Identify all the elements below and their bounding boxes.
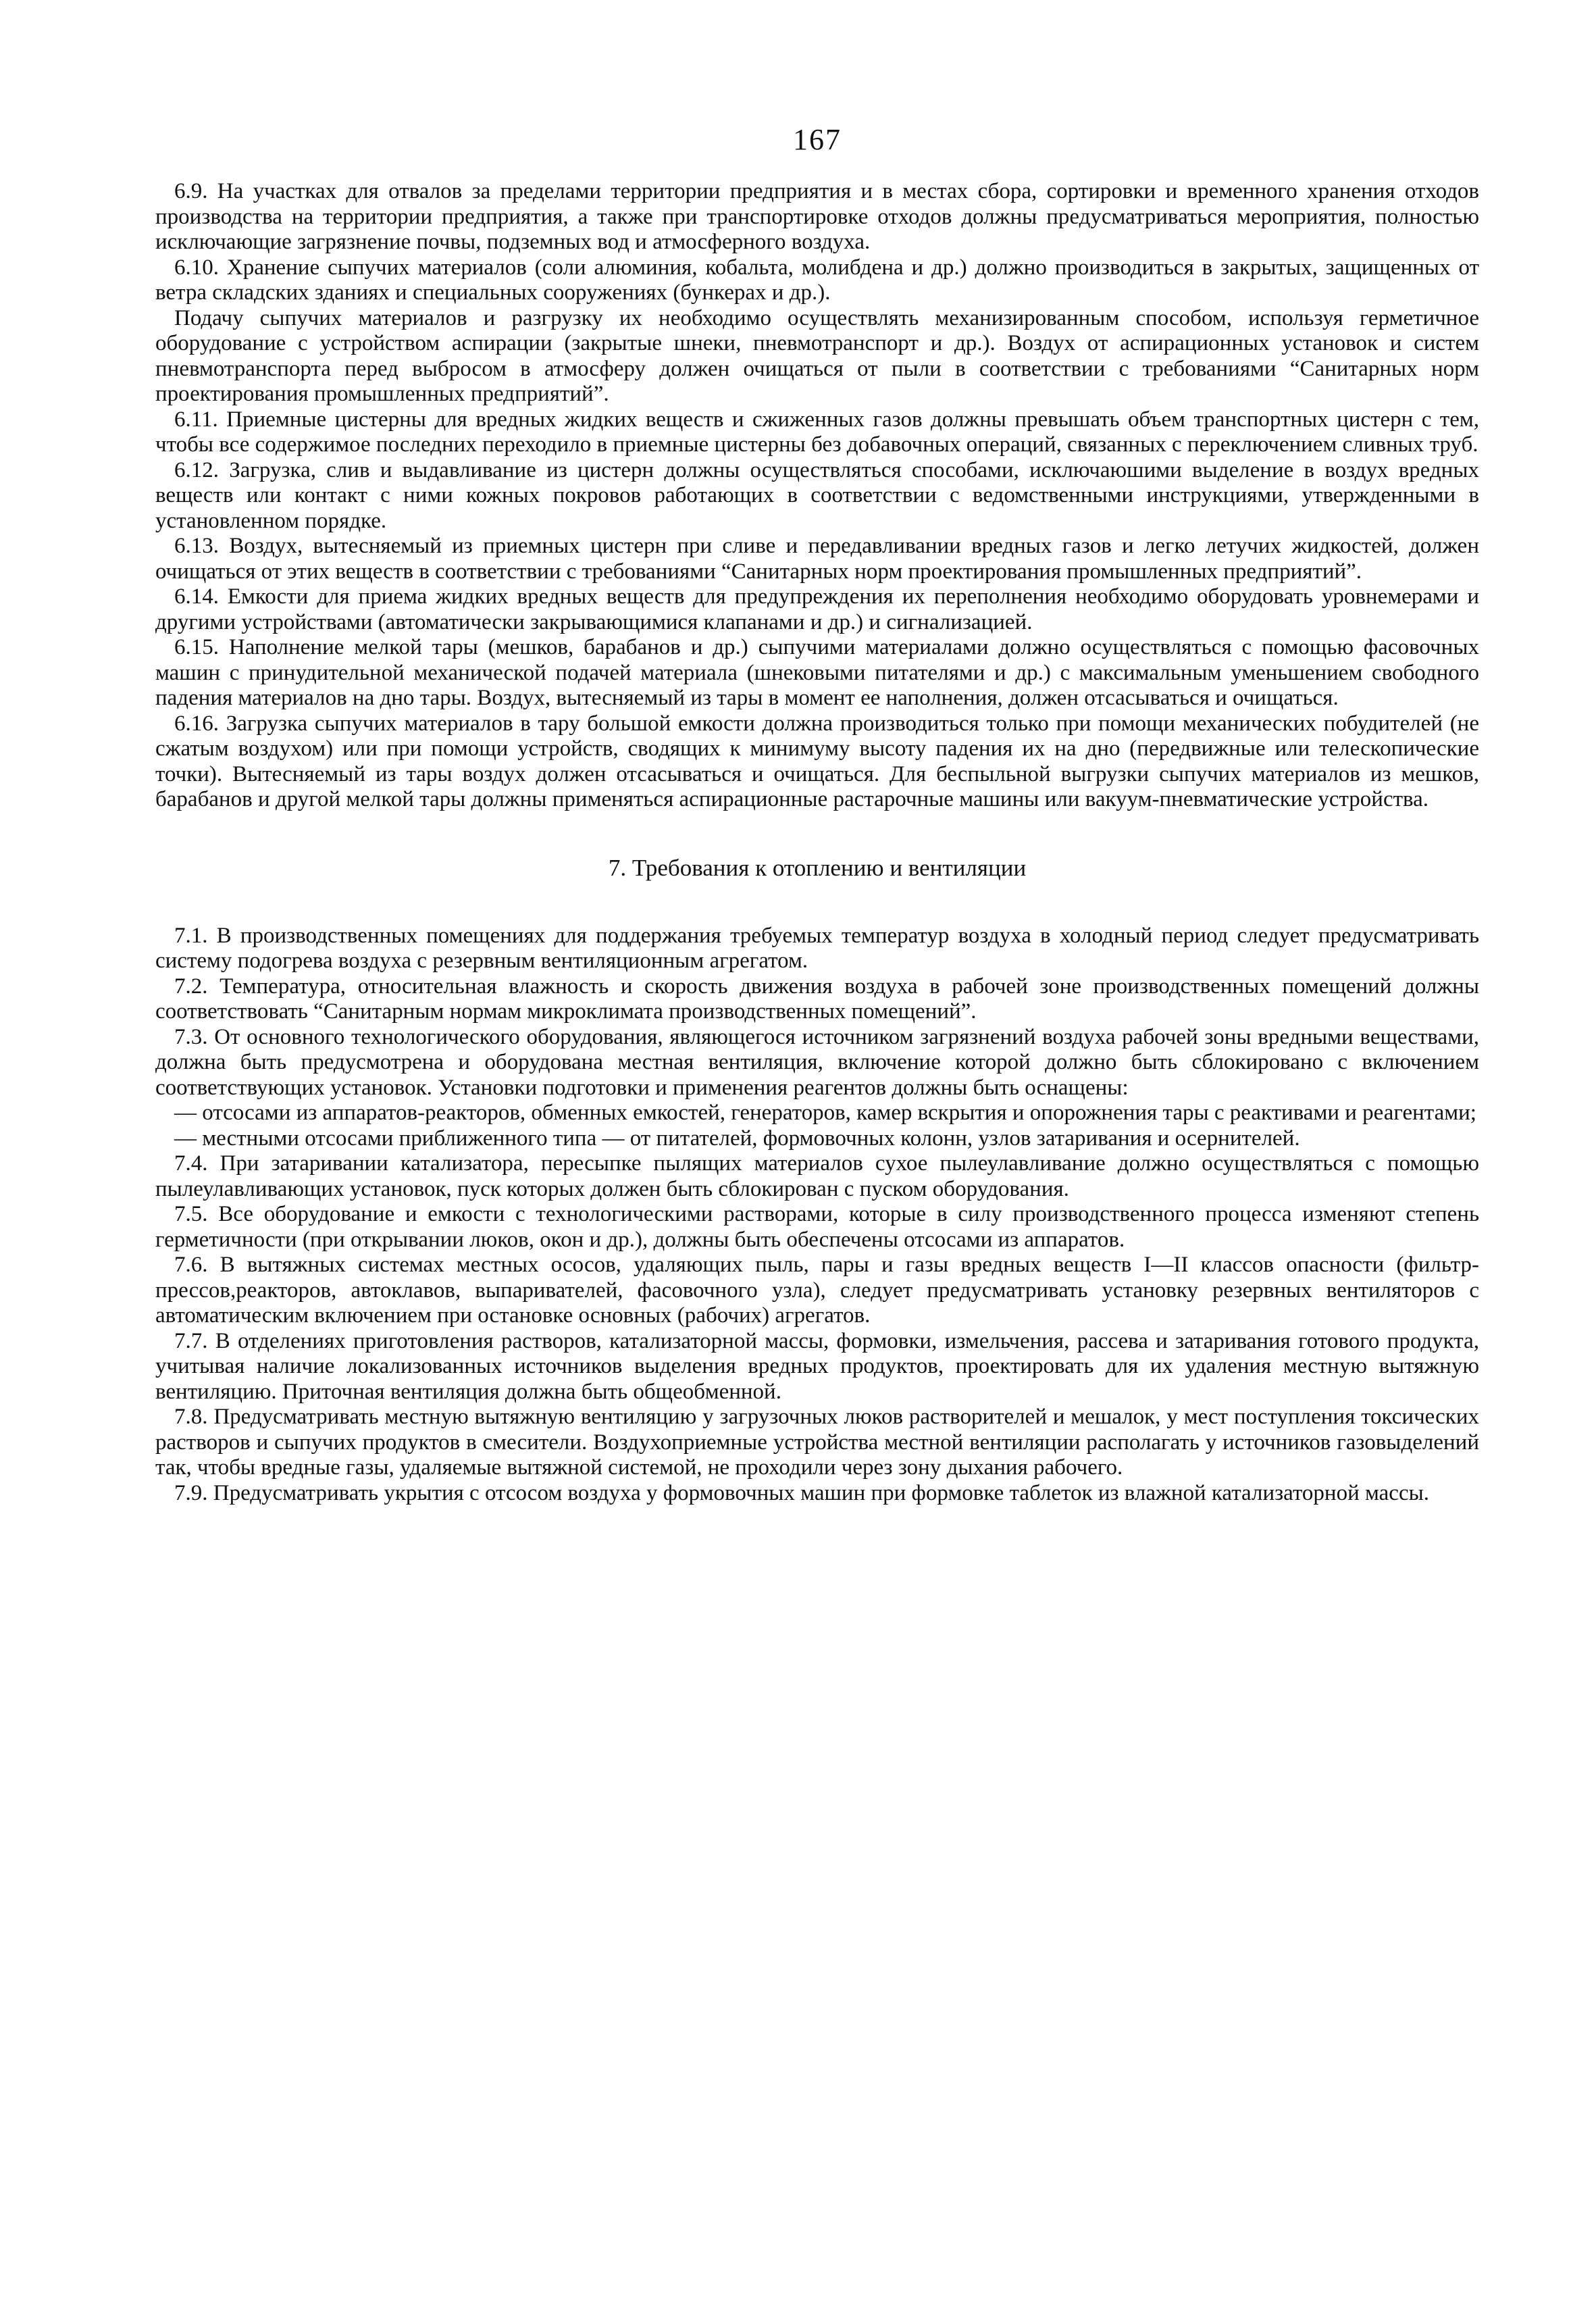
section-6-body <box>155 179 1479 813</box>
paragraph-7-3-item-1: — отсосами из аппаратов-реакторов, обменных емкостей, генераторов, камер вскрытия и опорожнения тары с реактивами и реагентами; <box>174 1101 1476 1125</box>
paragraph-6-9: 6.9. На участках для отвалов за пределами территории предприятия и в местах сбора, сортировки и временного хранения отходов производства на территории предприятия, а также при транспортировке отходов должны предусматриваться мероприятия, полностью исключающие загрязнение почвы, подземных вод и атмосферного воздуха. <box>155 179 1479 254</box>
paragraph-6-13: 6.13. Воздух, вытесняемый из приемных цистерн при сливе и передавливании вредных газов и легко летучих жидкостей, должен очищаться от этих веществ в соответствии с требованиями “Санитарных норм проектирования промышленных предприятий”. <box>155 534 1479 584</box>
paragraph-6-10: 6.10. Хранение сыпучих материалов (соли алюминия, кобальта, молибдена и др.) должно производиться в закрытых, защищенных от ветра складских зданиях и специальных сооружениях (бункерах и др.). <box>155 255 1479 305</box>
paragraph-7-9: 7.9. Предусматривать укрытия с отсосом воздуха у формовочных машин при формовке таблеток из влажной катализаторной массы. <box>174 1480 1430 1505</box>
section-7-heading: 7. Требования к отоплению и вентиляции <box>608 854 1027 881</box>
section-7-body <box>155 924 1479 1507</box>
paragraph-6-14: 6.14. Емкости для приема жидких вредных веществ для предупреждения их переполнения необходимо оборудовать уровнемерами и другими устройствами (автоматически закрывающимися клапанами и др.) и сигнализацией. <box>155 584 1479 634</box>
paragraph-7-4: 7.4. При затаривании катализатора, пересыпке пылящих материалов сухое пылеулавливание должно осуществляться с помощью пылеулавливающих установок, пуск которых должен быть сблокирован с пуском оборудования. <box>155 1151 1479 1201</box>
paragraph-7-8: 7.8. Предусматривать местную вытяжную вентиляцию у загрузочных люков растворителей и мешалок, у мест поступления токсических растворов и сыпучих продуктов в смесители. Воздухоприемные устройства местной вентиляции располагать у источников газовыделений так, чтобы вредные газы, удаляемые вытяжной системой, не проходили через зону дыхания рабочего. <box>155 1405 1479 1480</box>
paragraph-6-10-continued: Подачу сыпучих материалов и разгрузку их необходимо осуществлять механизированным способом, используя герметичное оборудование с устройством аспирации (закрытые шнеки, пневмотранспорт и др.). Воздух от аспирационных установок и систем пневмотранспорта перед выбросом в атмосферу должен очищаться от пыли в соответствии с требованиями “Санитарных норм проектирования промышленных предприятий”. <box>155 305 1479 406</box>
paragraph-6-12: 6.12. Загрузка, слив и выдавливание из цистерн должны осуществляться способами, исключаюшими выделение в воздух вредных веществ или контакт с ними кожных покровов работающих в соответствии с ведомственными инструкциями, утвержденными в установленном порядке. <box>155 457 1479 533</box>
paragraph-7-1: 7.1. В производственных помещениях для поддержания требуемых температур воздуха в холодный период следует предусматривать систему подогрева воздуха с резервным вентиляционным агрегатом. <box>155 923 1479 973</box>
paragraph-7-7: 7.7. В отделениях приготовления растворов, катализаторной массы, формовки, измельчения, рассева и затаривания готового продукта, учитывая наличие локализованных источников выделения вредных продуктов, проектировать для их удаления местную вытяжную вентиляцию. Приточная вентиляция должна быть общеобменной. <box>155 1328 1479 1404</box>
paragraph-7-6: 7.6. В вытяжных системах местных ососов, удаляющих пыль, пары и газы вредных веществ I—II классов опасности (фильтр-прессов,реакторов, автоклавов, выпаривателей, фасовочного узла), следует предусматривать установку резервных вентиляторов с автоматическим включением при остановке основных (рабочих) агрегатов. <box>155 1253 1479 1328</box>
paragraph-7-5: 7.5. Все оборудование и емкости с технологическими растворами, которые в силу производственного процесса изменяют степень герметичности (при открывании люков, окон и др.), должны быть обеспечены отсосами из аппаратов. <box>155 1202 1479 1252</box>
paragraph-7-3: 7.3. От основного технологического оборудования, являющегося источником загрязнений воздуха рабочей зоны вредными веществами, должна быть предусмотрена и оборудована местная вентиляция, включение которой должно быть сблокировано с включением соответствующих установок. Установки подготовки и применения реагентов должны быть оснащены: <box>155 1024 1479 1100</box>
paragraph-6-15: 6.15. Наполнение мелкой тары (мешков, барабанов и др.) сыпучими материалами должно осуществляться с помощью фасовочных машин с принудительной механической подачей материала (шнековыми питателями и др.) с максимальным уменьшением свободного падения материалов на дно тары. Воздух, вытесняемый из тары в момент ее наполнения, должен отсасываться и очищаться. <box>155 635 1479 710</box>
paragraph-7-3-item-2: — местными отсосами приближенного типа — от питателей, формовочных колонн, узлов затаривания и осернителей. <box>174 1126 1300 1151</box>
page-number: 167 <box>793 123 842 156</box>
paragraph-6-16: 6.16. Загрузка сыпучих материалов в тару большой емкости должна производиться только при помощи механических побудителей (не сжатым воздухом) или при помощи устройств, сводящих к минимуму высоту падения их на дно (передвижные или телескопические точки). Вытесняемый из тары воздух должен отсасываться и очищаться. Для беспыльной выгрузки сыпучих материалов из мешков, барабанов и другой мелкой тары должны применяться аспирационные растарочные машины или вакуум-пневматические устройства. <box>155 711 1479 811</box>
document-page <box>155 125 1479 1506</box>
paragraph-7-2: 7.2. Температура, относительная влажность и скорость движения воздуха в рабочей зоне производственных помещений должны соответствовать “Санитарным нормам микроклимата производственных помещений”. <box>155 974 1479 1024</box>
paragraph-6-11: 6.11. Приемные цистерны для вредных жидких веществ и сжиженных газов должны превышать объем транспортных цистерн с тем, чтобы все содержимое последних переходило в приемные цистерны без добавочных операций, связанных с переключением сливных труб. <box>155 407 1479 457</box>
